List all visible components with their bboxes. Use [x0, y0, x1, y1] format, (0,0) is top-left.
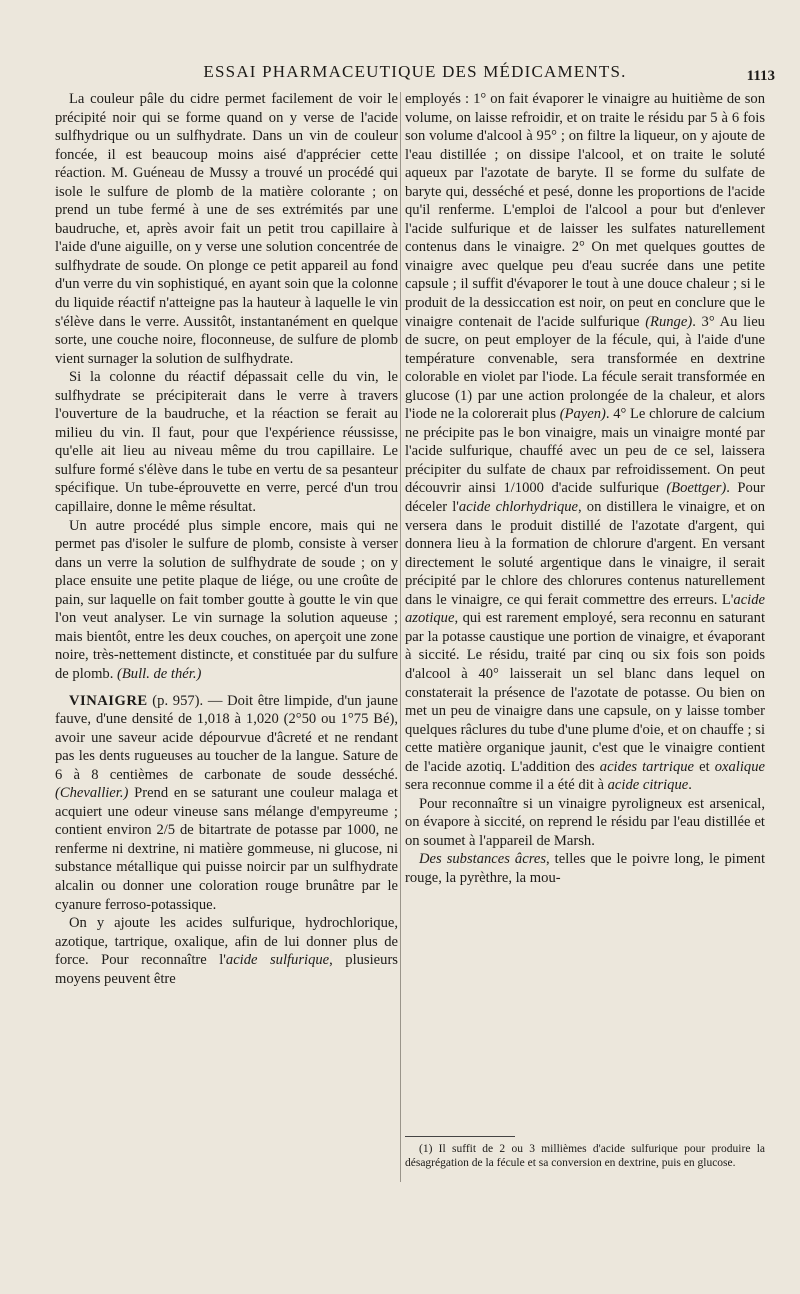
- source-citation: (Bull. de thér.): [117, 665, 202, 682]
- italic-term: acides tartrique: [599, 758, 695, 775]
- paragraph-pyroligneux: Pour reconnaître si un vinaigre pyroligneux est arsenical, on évapore à siccité, on reprend le résidu par l'eau distillée et on soumet à l'appareil de Marsh.: [405, 795, 765, 849]
- paragraph-text: , telles que le poivre long, le piment rouge, la pyrèthre, la mou-: [405, 851, 766, 886]
- source-citation: (Chevallier.): [55, 785, 129, 802]
- paragraph-text: . Pour déceler l': [405, 480, 765, 516]
- paragraph-acides: [55, 914, 398, 988]
- paragraph-text: Prend en se saturant une couleur malaga et acquiert une odeur vineuse sans mélange d'empyreume ; contient environ 2/5 de bitartrate de potasse par 1000, ne renferme ni dextrine, ni matière gommeuse, ni glucose, ni substance métallique qui puisse noircir par un sulfhydrate alcalin ou donner une coloration rouge brunâtre par le cyanure ferroso-potassique.: [55, 785, 398, 913]
- italic-term: acide sulfurique: [225, 952, 330, 969]
- right-column: [405, 90, 765, 888]
- paragraph-autre-procede: [55, 517, 398, 684]
- column-divider: [400, 92, 401, 1182]
- italic-term: acide azotique: [405, 591, 765, 627]
- paragraph-text: , on distillera le vinaigre, et on versera dans le produit distillé de l'azotate d'argent, qui donnera lieu à la formation de chlorure d'argent. En versant directement le soluté argentique dans le vinaigre, il serait précipité par le chlore des chlorures contenus naturellement dans le vinaigre, ce qui ferait commettre des erreurs. L': [405, 499, 765, 608]
- running-title: ESSAI PHARMACEUTIQUE DES MÉDICAMENTS.: [203, 62, 627, 81]
- footnote-rule: [405, 1136, 515, 1137]
- paragraph-text: , plusieurs moyens peuvent être: [55, 952, 398, 987]
- source-citation: (Payen): [559, 406, 606, 423]
- italic-term: acide chlorhydrique: [458, 499, 579, 516]
- italic-term: oxalique: [714, 758, 765, 775]
- paragraph-text: employés : 1° on fait évaporer le vinaigre au huitième de son volume, on laisse refroidir, et on traite le résidu par 5 à 6 fois son volume d'alcool à 95° ; on filtre la liqueur, on y ajoute de l'eau distillée ; on dissipe l'alcool, et on traite le soluté aqueux par l'azotate de baryte. Il se forme du sulfate de baryte qui, desséché et pesé, donne les proportions de l'acide qu'il renferme. L'emploi de l'alcool a pour but d'enlever l'acide sulfurique et de laisser les sulfates naturellement contenus dans le vinaigre. 2° On met quelques gouttes de vinaigre avec quelque peu d'eau sucrée dans une petite capsule ; il suffit d'évaporer le tout à une douce chaleur ; si le produit de la dessiccation est noir, on peut en conclure que le vinaigre contenait de l'acide sulfurique: [405, 91, 765, 330]
- paragraph-cidre: La couleur pâle du cidre permet facilement de voir le précipité noir qui se forme quand on y verse de l'acide sulfhydrique ou un sulfhydrate. Dans un vin de couleur foncée, il est beaucoup moins aisé d'apprécier cette réaction. M. Guéneau de Mussy a trouvé un procédé qui isole le sulfure de plomb de la matière colorante ; on prend un tube fermé à une de ses extrémités par une baudruche, et, après avoir fait un petit trou capillaire à l'aide d'une aiguille, on y verse une solution concentrée de sulfhydrate de soude. On plonge ce petit appareil au fond d'un verre du vin sophistiqué, en ayant soin que la colonne du liquide réactif n'atteigne pas la hauteur à laquelle le vin s'élève dans le verre. Aussitôt, instantanément en quelque sorte, une couche noire, floconneuse, de sulfure de plomb vient surnager la solution de sulfhydrate.: [55, 91, 398, 367]
- italic-term: Des substances âcres: [419, 851, 547, 868]
- paragraph-text: . 3° Au lieu de sucre, on peut employer de la fécule, qui, à l'aide d'une température convenable, sera transformée en dextrine colorable en violet par l'iode. La fécule serait transformée en glucose (1) par une action prolongée de la chaleur, et alors l'iode ne la colorerait plus: [405, 313, 765, 423]
- paragraph-reactif: Si la colonne du réactif dépassait celle du vin, le sulfhydrate se précipiterait dans le verre à travers l'ouverture de la baudruche, et la réaction se ferait au milieu du vin. Il faut, pour que l'expérience réussisse, qu'elle ait lieu au niveau même du trou capillaire. Le sulfure formé s'élève dans le tube en vertu de sa pesanteur spécifique. Un tube-éprouvette en verre, percé d'un trou capillaire, donne le même résultat.: [55, 369, 398, 516]
- paragraph-methodes: [405, 90, 765, 795]
- running-head: [55, 62, 775, 88]
- paragraph-text: .: [688, 777, 692, 794]
- paragraph-text: Un autre procédé plus simple encore, mais qui ne permet pas d'isoler le sulfure de plomb, consiste à verser dans un verre la solution de sulfhydrate de soude ; on y place ensuite une petite plaque de liége, ou une croûte de pain, sur laquelle on fait tomber goutte à goutte le vin que l'on veut analyser. Le vin surnage la solution aqueuse ; mais bientôt, entre les deux couches, on aperçoit une zone noire, très-nettement distincte, et constituée par du sulfure de plomb.: [55, 517, 398, 682]
- left-column: [55, 90, 398, 988]
- page-number: 1113: [746, 68, 775, 84]
- italic-term: acide citrique: [607, 777, 689, 794]
- paragraph-text: . 4° Le chlorure de calcium ne précipite pas le bon vinaigre, mais un vinaigre monté par l'acide sulfurique, chauffé avec un peu de ce sel, laissera précipiter du sulfate de chaux par refroidissement. On peut découvrir ainsi 1/1000 d'acide sulfurique: [405, 406, 765, 497]
- paragraph-vinaigre: [55, 692, 398, 915]
- paragraph-substances-acres: [405, 850, 765, 887]
- source-citation: (Boettger): [666, 480, 727, 497]
- paragraph-text: sera reconnue comme il a été dit à: [405, 777, 608, 794]
- paragraph-text: On y ajoute les acides sulfurique, hydrochlorique, azotique, tartrique, oxalique, afin de lui donner plus de force. Pour reconnaître l': [55, 915, 398, 969]
- source-citation: (Runge): [645, 313, 693, 330]
- footnote: [405, 1142, 765, 1170]
- paragraph-text: (p. 957). — Doit être limpide, d'un jaune fauve, d'une densité de 1,018 à 1,020 (2°50 ou 1°75 Bé), avoir une saveur acide dépourvue d'âcreté et ne rendant pas les dents rugueuses au toucher de la langue. Sature de 6 à 8 centièmes de carbonate de soude desséché.: [55, 692, 398, 783]
- paragraph-text: , qui est rarement employé, sera reconnu en saturant par la potasse caustique une portion de vinaigre, et évaporant à siccité. Le résidu, traité par cinq ou six fois son poids d'alcool à 40° laisserait un sel blanc dans lequel on constaterait la présence de l'azotate de potasse. Ou bien on met un peu de vinaigre dans une capsule, on y laisse tomber quelques râclures du tube d'une plume d'oie, et on chauffe ; si cette matière organique jaunit, c'est que le vinaigre contient de l'acide azotiq. L'addition des: [405, 610, 765, 775]
- footnote-text: (1) Il suffit de 2 ou 3 millièmes d'acide sulfurique pour produire la désagrégation de la fécule et sa conversion en dextrine, puis en glucose.: [405, 1143, 765, 1169]
- paragraph-text: et: [694, 758, 715, 775]
- section-heading-vinaigre: VINAIGRE: [69, 692, 148, 709]
